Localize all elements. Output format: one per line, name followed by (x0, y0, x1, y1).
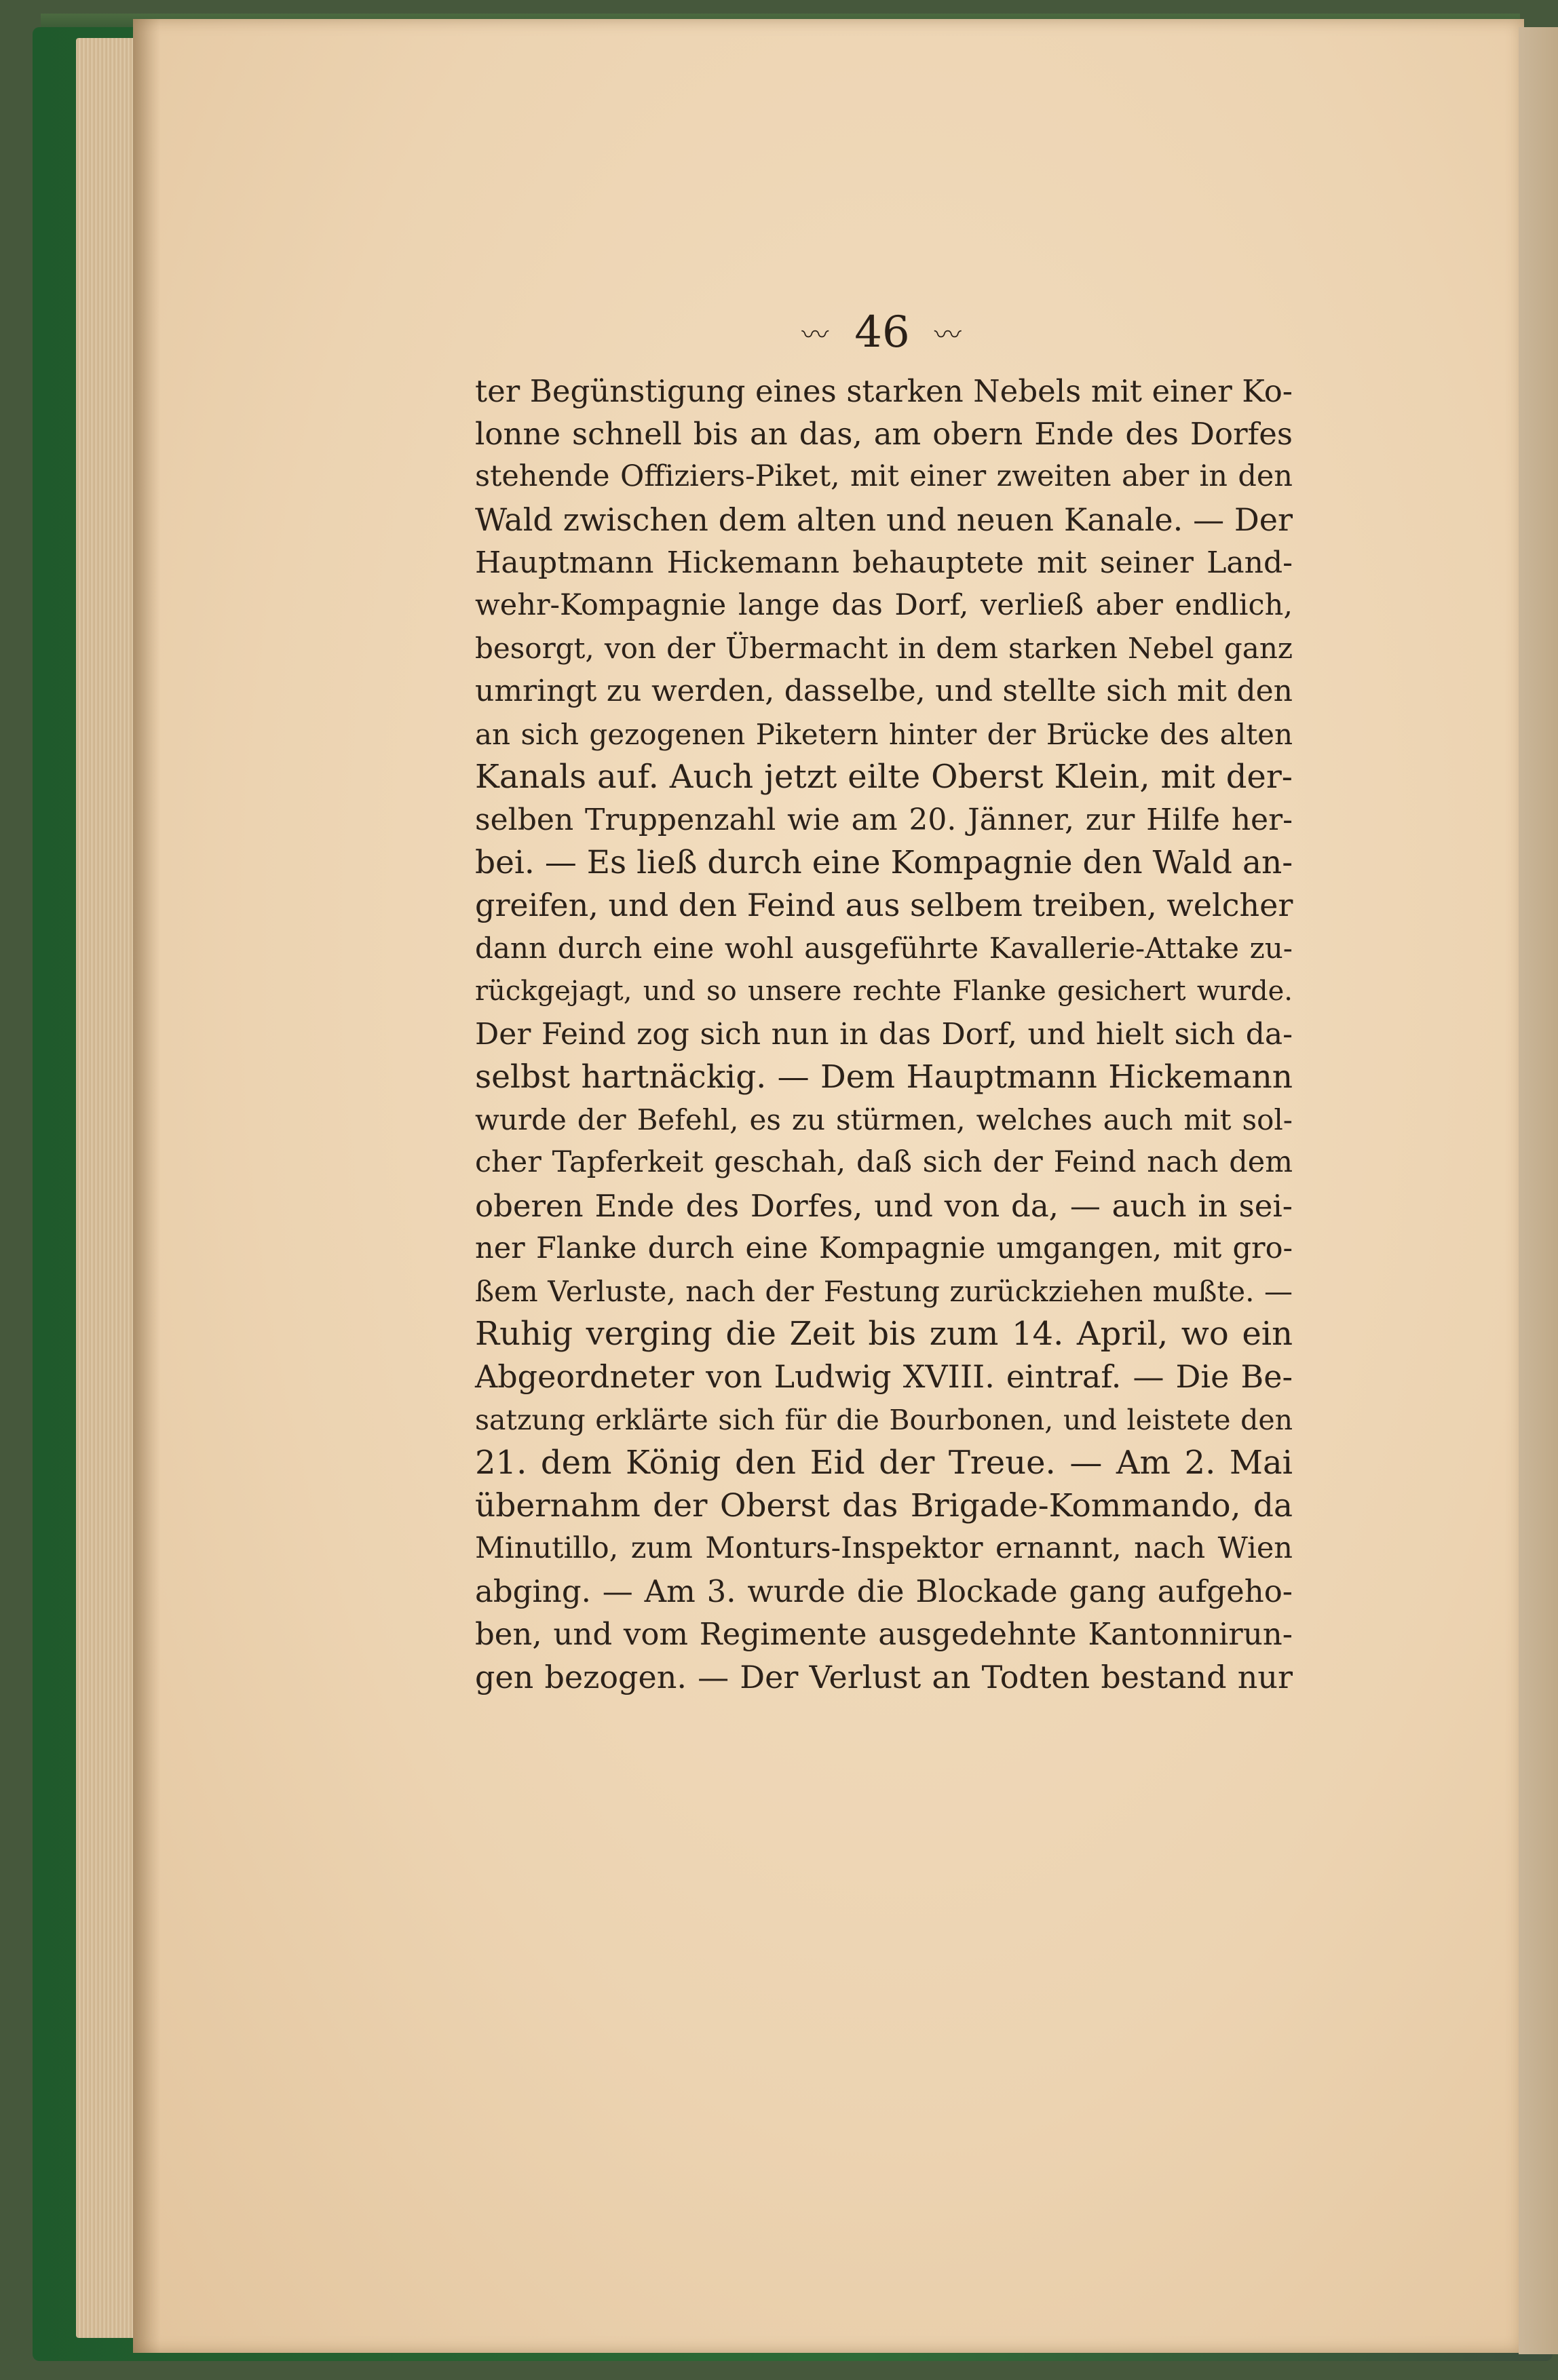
text-line: satzung erklärte sich für die Bourbonen, und leistete den (475, 1403, 1293, 1436)
text-line: cher Tapferkeit geschah, daß sich der Feind nach dem (475, 1145, 1293, 1180)
facing-page-edge (1519, 27, 1558, 2354)
text-line: abging. — Am 3. wurde die Blockade gang aufgeho- (475, 1573, 1293, 1610)
text-line: dann durch eine wohl ausgeführte Kavallerie-Attake zu- (475, 932, 1293, 965)
text-line: bei. — Es ließ durch eine Kompagnie den Wald an- (475, 844, 1293, 882)
header-ornament-left: 〰 (801, 319, 831, 351)
text-line: greifen, und den Feind aus selbem treiben, welcher (475, 887, 1293, 924)
text-line: wurde der Befehl, es zu stürmen, welches auch mit sol- (475, 1103, 1293, 1137)
text-line: besorgt, von der Übermacht in dem starken Nebel ganz (475, 632, 1293, 666)
text-line: ben, und vom Regimente ausgedehnte Kantonnirun- (475, 1616, 1293, 1653)
text-line: rückgejagt, und so unsere rechte Flanke gesichert wurde. (475, 975, 1293, 1007)
text-line: oberen Ende des Dorfes, und von da, — auch in sei- (475, 1187, 1293, 1224)
text-line: stehende Offiziers-Piket, mit einer zweiten aber in den (475, 459, 1293, 494)
header-ornament-right: 〰 (934, 319, 963, 351)
text-line: Kanals auf. Auch jetzt eilte Oberst Klein, mit der- (475, 757, 1293, 796)
text-line: lonne schnell bis an das, am obern Ende des Dorfes (475, 416, 1293, 453)
text-line: ßem Verluste, nach der Festung zurückziehen mußte. — (475, 1274, 1293, 1308)
page-header (475, 299, 1289, 366)
text-line: ter Begünstigung eines starken Nebels mit einer Ko- (475, 373, 1293, 409)
text-line: ner Flanke durch eine Kompagnie umgangen, mit gro- (475, 1231, 1293, 1265)
text-line: 21. dem König den Eid der Treue. — Am 2. Mai (475, 1443, 1293, 1482)
text-line: Ruhig verging die Zeit bis zum 14. April, wo ein (475, 1315, 1293, 1354)
text-line: Minutillo, zum Monturs-Inspektor ernannt, nach Wien (475, 1531, 1293, 1566)
text-line: umringt zu werden, dasselbe, und stellte sich mit den (475, 674, 1293, 709)
text-line: Abgeordneter von Ludwig XVIII. eintraf. — Die Be- (475, 1358, 1293, 1396)
page-number: 46 (854, 307, 910, 358)
text-line: übernahm der Oberst das Brigade-Kommando, da (475, 1486, 1293, 1524)
text-line: selbst hartnäckig. — Dem Hauptmann Hickemann (475, 1058, 1293, 1096)
text-line: wehr-Kompagnie lange das Dorf, verließ aber endlich, (475, 588, 1293, 622)
text-line: selben Truppenzahl wie am 20. Jänner, zur Hilfe her- (475, 802, 1293, 837)
body-text (475, 370, 1293, 1699)
text-line: Wald zwischen dem alten und neuen Kanale. — Der (475, 501, 1293, 538)
text-line: Hauptmann Hickemann behauptete mit seiner Land- (475, 545, 1293, 580)
text-line: gen bezogen. — Der Verlust an Todten bestand nur (475, 1658, 1293, 1695)
gutter-shadow (133, 19, 160, 2353)
text-line: an sich gezogenen Piketern hinter der Brücke des alten (475, 717, 1293, 751)
text-line: Der Feind zog sich nun in das Dorf, und hielt sich da- (475, 1016, 1293, 1052)
